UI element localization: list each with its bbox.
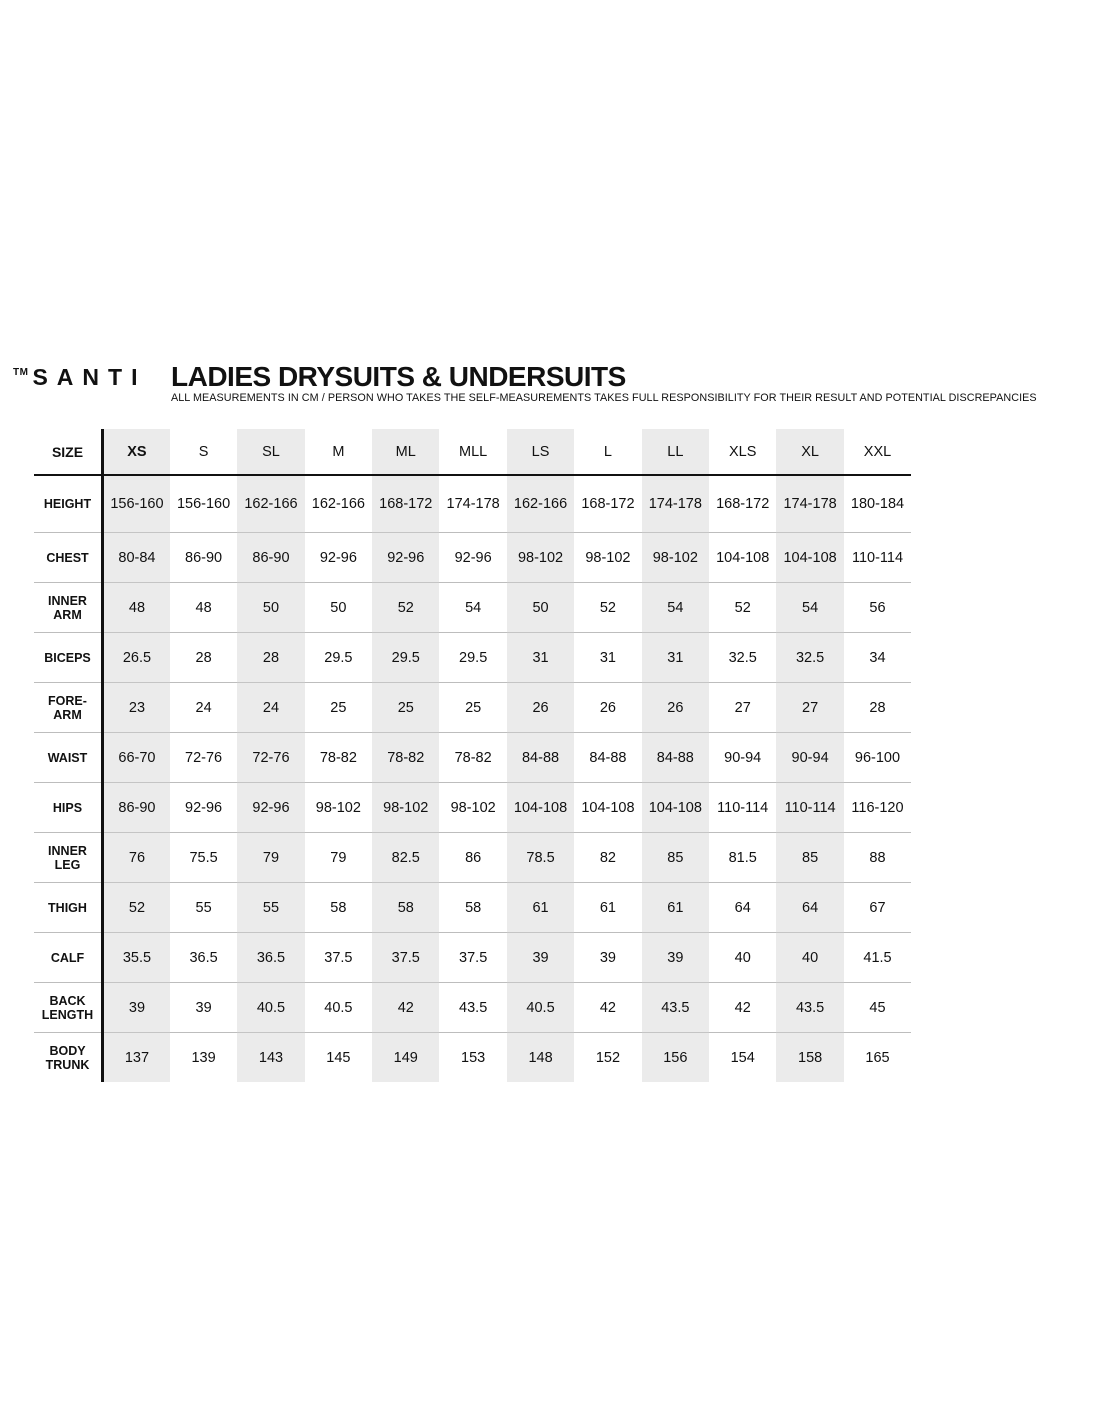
measurement-cell: 98-102 [305, 783, 372, 833]
measurement-cell: 64 [776, 883, 843, 933]
measurement-cell: 32.5 [776, 633, 843, 683]
table-body [34, 475, 911, 1082]
measurement-cell: 43.5 [439, 983, 506, 1033]
measurement-cell: 39 [574, 933, 641, 983]
measurement-cell: 64 [709, 883, 776, 933]
measurement-cell: 36.5 [170, 933, 237, 983]
measurement-cell: 39 [103, 983, 170, 1033]
measurement-cell: 52 [103, 883, 170, 933]
measurement-cell: 25 [439, 683, 506, 733]
measurement-cell: 42 [709, 983, 776, 1033]
measurement-label: INNER ARM [34, 583, 103, 633]
measurement-cell: 174-178 [642, 475, 709, 533]
measurement-cell: 54 [439, 583, 506, 633]
measurement-cell: 84-88 [574, 733, 641, 783]
measurement-cell: 162-166 [305, 475, 372, 533]
measurement-cell: 42 [372, 983, 439, 1033]
measurement-cell: 55 [237, 883, 304, 933]
measurement-cell: 39 [642, 933, 709, 983]
measurement-cell: 86-90 [103, 783, 170, 833]
measurement-cell: 162-166 [237, 475, 304, 533]
measurement-cell: 92-96 [372, 533, 439, 583]
measurement-cell: 137 [103, 1033, 170, 1083]
measurement-label: BACK LENGTH [34, 983, 103, 1033]
measurement-cell: 39 [170, 983, 237, 1033]
measurement-cell: 104-108 [776, 533, 843, 583]
measurement-cell: 139 [191, 1049, 216, 1066]
measurement-cell: 86-90 [170, 533, 237, 583]
measurement-cell: 48 [103, 583, 170, 633]
measurement-cell: 52 [709, 583, 776, 633]
measurement-cell: 80-84 [103, 533, 170, 583]
measurement-cell: 78.5 [507, 833, 574, 883]
measurement-cell: 92-96 [170, 783, 237, 833]
measurement-cell: 143 [237, 1033, 304, 1083]
measurement-cell: 92-96 [439, 533, 506, 583]
measurement-cell: 66-70 [103, 733, 170, 783]
measurement-cell: 36.5 [237, 933, 304, 983]
measurement-cell: 86-90 [237, 533, 304, 583]
measurement-cell: 55 [170, 883, 237, 933]
measurement-cell: 28 [237, 633, 304, 683]
page-subtitle: ALL MEASUREMENTS IN CM / PERSON WHO TAKES THE SELF-MEASUREMENTS TAKES FULL RESPONSIBILITY FOR THEIR RESULT AND POTENTIAL DISCREPANCIES [171, 392, 1037, 404]
measurement-cell: 29.5 [305, 633, 372, 683]
measurement-label: THIGH [34, 883, 103, 933]
table-row [34, 583, 911, 633]
page-title: LADIES DRYSUITS & UNDERSUITS [171, 361, 626, 392]
brand-name: SANTI [32, 364, 147, 390]
measurement-cell: 26 [642, 683, 709, 733]
measurement-label: HIPS [34, 783, 103, 833]
measurement-cell: 35.5 [103, 933, 170, 983]
measurement-label: INNER LEG [34, 833, 103, 883]
measurement-cell: 104-108 [574, 783, 641, 833]
measurement-cell: 27 [776, 683, 843, 733]
measurement-cell: 39 [507, 933, 574, 983]
measurement-cell: 149 [372, 1033, 439, 1083]
measurement-cell: 153 [461, 1049, 486, 1066]
measurement-cell: 42 [574, 983, 641, 1033]
measurement-cell: 156 [642, 1033, 709, 1083]
measurement-cell: 104-108 [642, 783, 709, 833]
table-row [34, 533, 911, 583]
table-row [34, 833, 911, 883]
measurement-cell: 174-178 [776, 475, 843, 533]
brand-logo [13, 364, 146, 392]
measurement-cell: 61 [574, 883, 641, 933]
measurement-cell: 40.5 [237, 983, 304, 1033]
measurement-cell: 85 [776, 833, 843, 883]
measurement-cell: 45 [844, 983, 911, 1033]
size-column-header: LS [507, 429, 574, 475]
measurement-cell: 158 [776, 1033, 843, 1083]
measurement-cell: 50 [305, 583, 372, 633]
table-row [34, 475, 911, 533]
measurement-cell: 110-114 [844, 533, 911, 583]
measurement-label: HEIGHT [34, 475, 103, 533]
measurement-cell: 104-108 [709, 533, 776, 583]
measurement-cell: 24 [170, 683, 237, 733]
table-row [34, 1033, 911, 1083]
measurement-cell: 78-82 [439, 733, 506, 783]
measurement-label: CHEST [34, 533, 103, 583]
measurement-cell: 174-178 [439, 475, 506, 533]
measurement-cell: 40 [709, 933, 776, 983]
measurement-cell: 26.5 [103, 633, 170, 683]
measurement-cell: 145 [326, 1049, 351, 1066]
size-column-header: SL [237, 429, 304, 475]
table-row [34, 883, 911, 933]
measurement-cell: 82.5 [372, 833, 439, 883]
measurement-cell: 37.5 [305, 933, 372, 983]
measurement-cell: 31 [642, 633, 709, 683]
measurement-cell: 25 [372, 683, 439, 733]
measurement-cell: 110-114 [709, 783, 776, 833]
measurement-cell: 58 [439, 883, 506, 933]
measurement-cell: 156-160 [170, 475, 237, 533]
measurement-cell: 67 [844, 883, 911, 933]
measurement-cell: 88 [844, 833, 911, 883]
measurement-cell: 162-166 [507, 475, 574, 533]
measurement-cell: 82 [574, 833, 641, 883]
measurement-cell: 27 [709, 683, 776, 733]
measurement-cell: 165 [865, 1049, 890, 1066]
measurement-cell: 92-96 [305, 533, 372, 583]
measurement-cell: 78-82 [372, 733, 439, 783]
measurement-cell: 86 [439, 833, 506, 883]
measurement-cell: 23 [103, 683, 170, 733]
measurement-cell: 98-102 [507, 533, 574, 583]
measurement-cell: 168-172 [372, 475, 439, 533]
measurement-cell: 31 [507, 633, 574, 683]
size-column-header: XLS [709, 429, 776, 475]
measurement-cell: 84-88 [642, 733, 709, 783]
measurement-cell: 41.5 [844, 933, 911, 983]
measurement-cell: 32.5 [709, 633, 776, 683]
size-column-header: LL [642, 429, 709, 475]
measurement-cell: 154 [730, 1049, 755, 1066]
measurement-cell: 29.5 [439, 633, 506, 683]
measurement-cell: 75.5 [170, 833, 237, 883]
measurement-cell: 43.5 [776, 983, 843, 1033]
measurement-cell: 98-102 [439, 783, 506, 833]
measurement-cell: 34 [844, 633, 911, 683]
measurement-cell: 50 [507, 583, 574, 633]
size-column-header: ML [372, 429, 439, 475]
table-row [34, 633, 911, 683]
table-row [34, 683, 911, 733]
size-chart-table [34, 429, 911, 1082]
size-column-header: XL [776, 429, 843, 475]
measurement-cell: 116-120 [844, 783, 911, 833]
measurement-cell: 81.5 [709, 833, 776, 883]
measurement-cell: 58 [305, 883, 372, 933]
measurement-cell: 61 [507, 883, 574, 933]
measurement-cell: 54 [776, 583, 843, 633]
measurement-cell: 92-96 [237, 783, 304, 833]
measurement-cell: 40.5 [507, 983, 574, 1033]
measurement-label: CALF [34, 933, 103, 983]
trademark-mark: TM [13, 367, 29, 378]
measurement-cell: 98-102 [574, 533, 641, 583]
table-row [34, 983, 911, 1033]
measurement-cell: 72-76 [170, 733, 237, 783]
measurement-cell: 84-88 [507, 733, 574, 783]
measurement-cell: 79 [237, 833, 304, 883]
measurement-cell: 40 [776, 933, 843, 983]
measurement-cell: 98-102 [642, 533, 709, 583]
measurement-cell: 29.5 [372, 633, 439, 683]
measurement-cell: 72-76 [237, 733, 304, 783]
measurement-cell: 90-94 [776, 733, 843, 783]
measurement-cell: 104-108 [507, 783, 574, 833]
size-column-header: XS [103, 429, 170, 475]
measurement-cell: 26 [574, 683, 641, 733]
size-column-header: L [574, 429, 641, 475]
size-header-label: SIZE [34, 429, 103, 475]
size-column-header: M [305, 429, 372, 475]
measurement-label: BODY TRUNK [34, 1033, 103, 1083]
table-row [34, 733, 911, 783]
measurement-label: WAIST [34, 733, 103, 783]
size-column-header: XXL [844, 429, 911, 475]
measurement-cell: 54 [642, 583, 709, 633]
measurement-cell: 52 [574, 583, 641, 633]
size-column-header: S [170, 429, 237, 475]
measurement-cell: 48 [170, 583, 237, 633]
size-column-header: MLL [439, 429, 506, 475]
measurement-cell: 25 [305, 683, 372, 733]
measurement-cell: 85 [642, 833, 709, 883]
measurement-cell: 180-184 [844, 475, 911, 533]
measurement-cell: 31 [574, 633, 641, 683]
measurement-label: FORE- ARM [34, 683, 103, 733]
measurement-cell: 50 [237, 583, 304, 633]
measurement-cell: 79 [305, 833, 372, 883]
measurement-cell: 61 [642, 883, 709, 933]
measurement-cell: 40.5 [305, 983, 372, 1033]
header-row [34, 429, 911, 475]
measurement-cell: 37.5 [372, 933, 439, 983]
table-row [34, 933, 911, 983]
measurement-cell: 90-94 [709, 733, 776, 783]
measurement-cell: 168-172 [709, 475, 776, 533]
measurement-cell: 58 [372, 883, 439, 933]
measurement-cell: 37.5 [439, 933, 506, 983]
measurement-cell: 52 [372, 583, 439, 633]
measurement-cell: 156-160 [103, 475, 170, 533]
measurement-cell: 110-114 [776, 783, 843, 833]
measurement-cell: 56 [844, 583, 911, 633]
measurement-cell: 152 [595, 1049, 621, 1066]
measurement-cell: 26 [507, 683, 574, 733]
measurement-cell: 28 [844, 683, 911, 733]
table-row [34, 783, 911, 833]
measurement-cell: 96-100 [844, 733, 911, 783]
measurement-cell: 43.5 [642, 983, 709, 1033]
measurement-cell: 28 [170, 633, 237, 683]
measurement-cell: 98-102 [372, 783, 439, 833]
measurement-cell: 76 [103, 833, 170, 883]
measurement-cell: 24 [237, 683, 304, 733]
measurement-cell: 78-82 [305, 733, 372, 783]
measurement-label: BICEPS [34, 633, 103, 683]
measurement-cell: 148 [507, 1033, 574, 1083]
measurement-cell: 168-172 [574, 475, 641, 533]
